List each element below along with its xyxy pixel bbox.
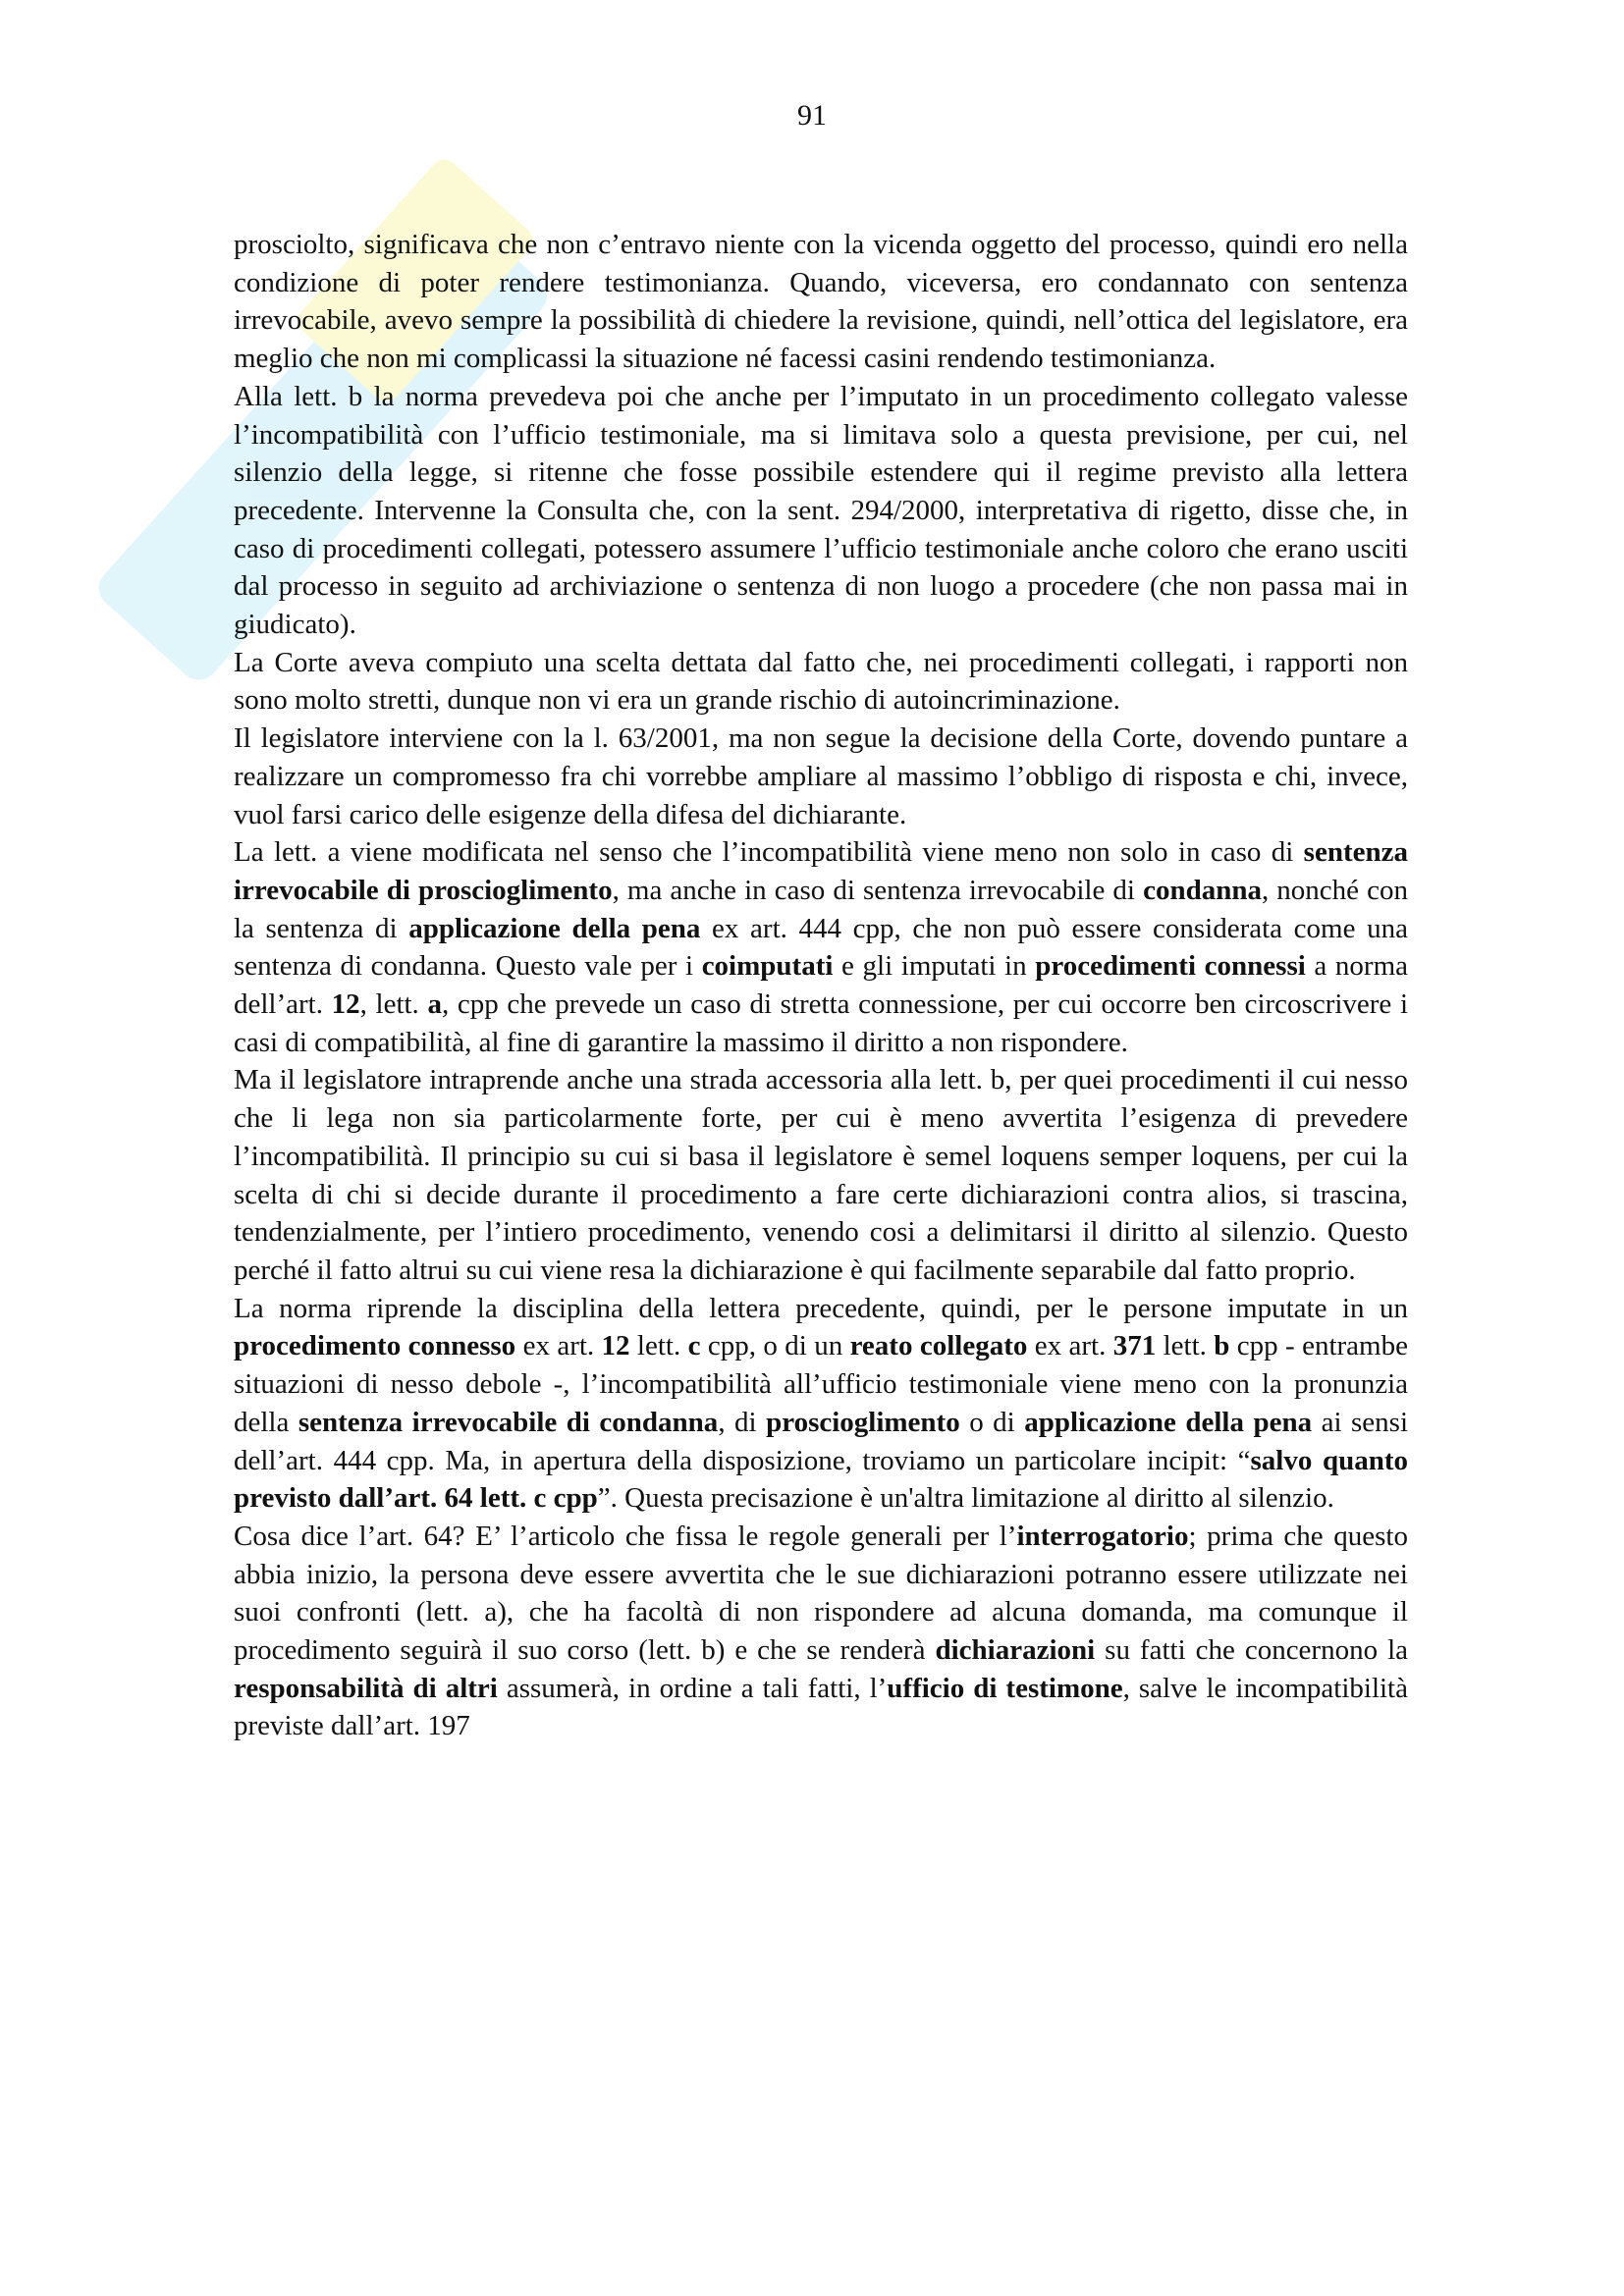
bold-term: procedimento connesso — [234, 1330, 516, 1362]
text-run: , salve le incompatibilità previste dall’art. 197 — [234, 1672, 1408, 1742]
bold-term: coimputati — [701, 950, 834, 983]
text-run: , di — [718, 1406, 767, 1438]
bold-term: dichiarazioni — [935, 1634, 1096, 1667]
text-run: , ma anche in caso di sentenza irrevocabile di — [612, 874, 1144, 906]
paragraph — [234, 378, 1408, 644]
bold-term: interrogatorio — [1016, 1520, 1189, 1552]
bold-term: b — [1214, 1330, 1230, 1362]
bold-term: c — [687, 1330, 701, 1362]
bold-term: applicazione della pena — [408, 912, 701, 944]
text-run: , lett. — [359, 988, 428, 1021]
bold-term: sentenza irrevocabile di proscioglimento — [234, 836, 1408, 906]
bold-term: a — [427, 988, 442, 1021]
text-run: Cosa dice l’art. 64? E’ l’articolo che fissa le regole generali per l’ — [234, 1520, 1017, 1552]
bold-term: procedimenti connessi — [1035, 950, 1306, 983]
bold-term: 12 — [331, 988, 360, 1021]
text-run: su fatti che concernono la — [1095, 1634, 1408, 1667]
text-run: ex art. — [515, 1330, 602, 1362]
text-run: La Corte aveva compiuto una scelta dettata dal fatto che, nei procedimenti collegati, i rapporti non sono molto stretti, dunque non vi era un grande rischio di autoincriminazione. — [234, 646, 1408, 717]
paragraph — [234, 226, 1408, 378]
bold-term: salvo quanto previsto dall’art. 64 lett. c cpp — [234, 1444, 1408, 1515]
text-run: prosciolto, significava che non c’entravo niente con la vicenda oggetto del processo, quindi ero nella condizione di poter rendere testimonianza. Quando, viceversa, ero condannato con sentenza irrevocabile, avevo sempre la possibilità di chiedere la revisione, quindi, nell’ottica del legislatore, era meglio che non mi complicassi la situazione né facessi casini rendendo testimonianza. — [234, 229, 1408, 375]
text-run: ai sensi dell’art. 444 cpp. Ma, in apertura della disposizione, troviamo un particolare incipit: “ — [234, 1406, 1408, 1476]
text-run: cpp - entrambe situazioni di nesso debole -, l’incompatibilità all’ufficio testimoniale viene meno con la pronunzia della — [234, 1330, 1408, 1438]
text-run: Ma il legislatore intraprende anche una strada accessoria alla lett. b, per quei procedimenti il cui nesso che li lega non sia particolarmente forte, per cui è meno avvertita l’esigenza di prevedere l’incompatibilità. Il principio su cui si basa il legislatore è semel loquens semper loquens, per cui la scelta di chi si decide durante il procedimento a fare certe dichiarazioni contra alios, si trascina, tendenzialmente, per l’intiero procedimento, venendo cosi a delimitarsi il diritto al silenzio. Questo perché il fatto altrui su cui viene resa la dichiarazione è qui facilmente separabile dal fatto proprio. — [234, 1064, 1408, 1286]
text-run: Il legislatore interviene con la l. 63/2001, ma non segue la decisione della Corte, dovendo puntare a realizzare un compromesso fra chi vorrebbe ampliare al massimo l’obbligo di risposta e chi, invece, vuol farsi carico delle esigenze della difesa del dichiarante. — [234, 722, 1408, 830]
bold-term: ufficio di testimone — [887, 1672, 1123, 1704]
text-run: La norma riprende la disciplina della lettera precedente, quindi, per le persone imputate in un — [234, 1292, 1408, 1324]
text-run: o di — [959, 1406, 1025, 1438]
body-text — [234, 226, 1408, 1745]
page-number: 91 — [797, 99, 827, 132]
bold-term: condanna — [1143, 874, 1262, 906]
text-run: lett. — [1156, 1330, 1215, 1362]
text-run: a norma dell’art. — [234, 950, 1409, 1021]
text-run: , nonché con la sentenza di — [234, 874, 1408, 944]
text-run: e gli imputati in — [833, 950, 1036, 983]
text-run: La lett. a viene modificata nel senso che l’incompatibilità viene meno non solo in caso di — [234, 836, 1304, 869]
bold-term: sentenza irrevocabile di condanna — [298, 1406, 719, 1438]
paragraph — [234, 720, 1408, 833]
bold-term: 371 — [1112, 1330, 1157, 1362]
paragraph — [234, 1518, 1408, 1745]
bold-term: reato collegato — [849, 1330, 1028, 1362]
bold-term: proscioglimento — [766, 1406, 960, 1438]
paragraph — [234, 833, 1408, 1061]
text-run: ; prima che questo abbia inizio, la persona deve essere avvertita che le sue dichiarazioni potranno essere utilizzate nei suoi confronti (lett. a), che ha facoltà di non rispondere ad alcuna domanda, ma comunque il procedimento seguirà il suo corso (lett. b) e che se renderà — [234, 1520, 1408, 1667]
text-run: ex art. — [1027, 1330, 1113, 1362]
text-run: lett. — [629, 1330, 688, 1362]
text-run: assumerà, in ordine a tali fatti, l’ — [497, 1672, 888, 1704]
paragraph — [234, 644, 1408, 720]
text-run: cpp, o di un — [700, 1330, 850, 1362]
text-run: ”. Questa precisazione è un'altra limitazione al diritto al silenzio. — [597, 1482, 1334, 1515]
bold-term: applicazione della pena — [1024, 1406, 1313, 1438]
bold-term: responsabilità di altri — [234, 1672, 498, 1704]
paragraph — [234, 1290, 1408, 1518]
paragraph — [234, 1061, 1408, 1289]
bold-term: 12 — [601, 1330, 630, 1362]
text-run: Alla lett. b la norma prevedeva poi che anche per l’imputato in un procedimento collegato valesse l’incompatibilità con l’ufficio testimoniale, ma si limitava solo a questa previsione, per cui, nel silenzio della legge, si ritenne che fosse possibile estendere qui il regime previsto alla lettera precedente. Intervenne la Consulta che, con la sent. 294/2000, interpretativa di rigetto, disse che, in caso di procedimenti collegati, potessero assumere l’ufficio testimoniale anche coloro che erano usciti dal processo in seguito ad archiviazione o sentenza di non luogo a procedere (che non passa mai in giudicato). — [234, 380, 1408, 641]
text-run: ex art. 444 cpp, che non può essere considerata come una sentenza di condanna. Questo vale per i — [234, 912, 1408, 983]
text-run: , cpp che prevede un caso di stretta connessione, per cui occorre ben circoscrivere i casi di compatibilità, al fine di garantire la massimo il diritto a non rispondere. — [234, 988, 1409, 1058]
